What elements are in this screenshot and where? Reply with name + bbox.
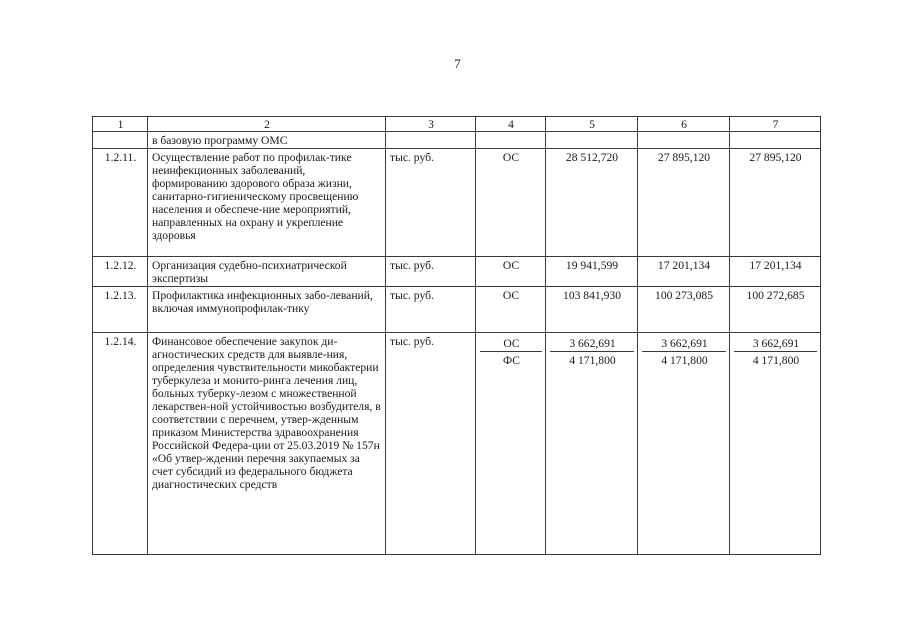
header-cell-6: 6 xyxy=(638,117,730,132)
page-number: 7 xyxy=(454,56,461,71)
row-source-2: ФС xyxy=(480,351,542,368)
row-value-6: 27 895,120 xyxy=(638,149,730,257)
row-source: ОС xyxy=(476,287,546,333)
row-source-cell xyxy=(476,333,546,555)
header-cell-1: 1 xyxy=(93,117,148,132)
header-cell-4: 4 xyxy=(476,117,546,132)
row-name: Профилактика инфекционных забо-леваний, включая иммунопрофилак-тику xyxy=(148,287,386,333)
budget-table xyxy=(92,116,821,555)
row-name: Организация судебно-психиатрической экспертизы xyxy=(148,257,386,287)
row-value-6-2: 4 171,800 xyxy=(642,351,726,368)
row-value-7: 3 662,691 xyxy=(752,337,800,350)
row-unit: тыс. руб. xyxy=(386,287,476,333)
row-value-6-cell xyxy=(638,333,730,555)
row-value-5: 3 662,691 xyxy=(569,337,616,350)
row-unit: тыс. руб. xyxy=(386,149,476,257)
header-cell-2: 2 xyxy=(148,117,386,132)
row-value-5-cell xyxy=(546,333,638,555)
row-number: 1.2.13. xyxy=(93,287,148,333)
table-row xyxy=(93,287,821,333)
table-row-continuation xyxy=(93,132,821,149)
row-value-6: 17 201,134 xyxy=(638,257,730,287)
row-unit: тыс. руб. xyxy=(386,333,476,555)
row-source: ОС xyxy=(476,257,546,287)
row-value-5: 19 941,599 xyxy=(546,257,638,287)
row-value-5: 103 841,930 xyxy=(546,287,638,333)
table-row xyxy=(93,149,821,257)
table-row xyxy=(93,257,821,287)
table-header-row xyxy=(93,117,821,132)
row-value-7: 27 895,120 xyxy=(730,149,821,257)
header-cell-7: 7 xyxy=(730,117,821,132)
continuation-text: в базовую программу ОМС xyxy=(148,132,386,149)
row-value-7: 17 201,134 xyxy=(730,257,821,287)
row-value-5: 28 512,720 xyxy=(546,149,638,257)
row-source: ОС xyxy=(503,337,520,350)
row-value-7: 100 272,685 xyxy=(730,287,821,333)
row-name: Осуществление работ по профилак-тике неинфекционных заболеваний, формированию здорового образа жизни, санитарно-гигиеническому просвещению населения и обеспече-ние мероприятий, направленных на охрану и укрепление здоровья xyxy=(148,149,386,257)
row-value-7-cell xyxy=(730,333,821,555)
row-number: 1.2.14. xyxy=(93,333,148,555)
row-number: 1.2.12. xyxy=(93,257,148,287)
table-row xyxy=(93,333,821,555)
row-value-6: 3 662,691 xyxy=(661,337,708,350)
row-number: 1.2.11. xyxy=(93,149,148,257)
row-value-5-2: 4 171,800 xyxy=(550,351,634,368)
row-name: Финансовое обеспечение закупок ди-агностических средств для выявле-ния, определения чувствительности микобактерии туберкулеза и монито-ринга лечения лиц, больных туберку-лезом с множественной лекарствен-ной устойчивостью возбудителя, в соответствии с перечнем, утвер-жденным приказом Министерства здравоохранения Российской Федера-ции от 25.03.2019 № 157н «Об утвер-ждении перечня закупаемых за счет субсидий из федерального бюджета диагностических средств xyxy=(148,333,386,555)
row-value-6: 100 273,085 xyxy=(638,287,730,333)
row-value-7-2: 4 171,800 xyxy=(734,351,817,368)
row-source: ОС xyxy=(476,149,546,257)
header-cell-3: 3 xyxy=(386,117,476,132)
header-cell-5: 5 xyxy=(546,117,638,132)
row-unit: тыс. руб. xyxy=(386,257,476,287)
